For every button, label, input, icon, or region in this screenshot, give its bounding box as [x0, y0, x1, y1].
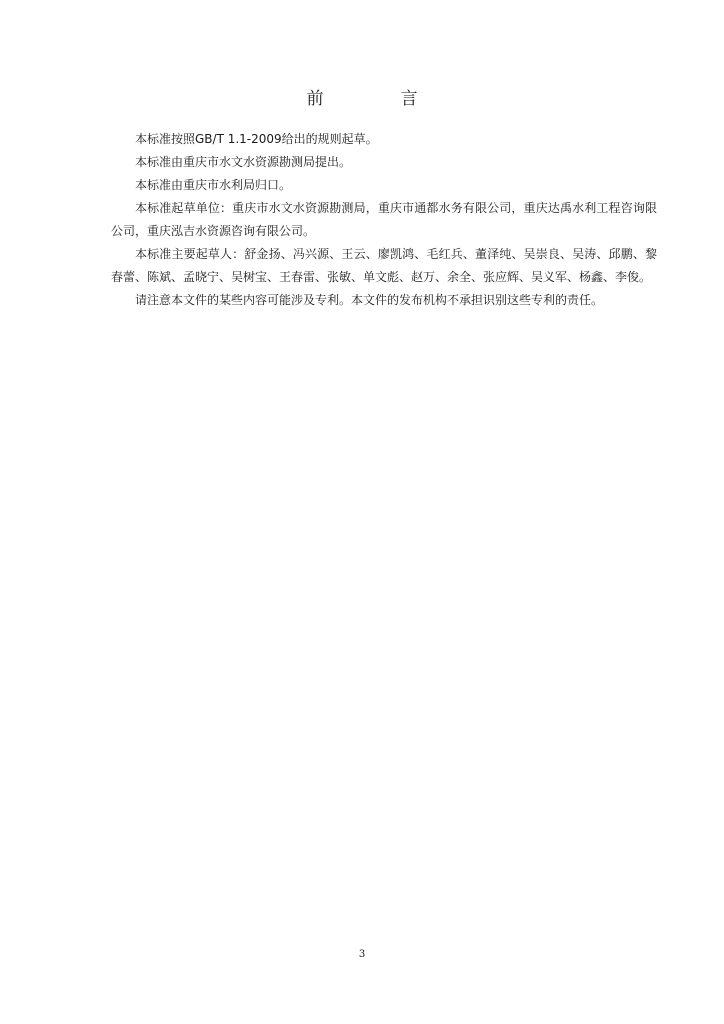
- paragraph-drafting-units: 本标准起草单位：重庆市水文水资源勘测局，重庆市通都水务有限公司，重庆达禹水利工程咨询限公司，重庆泓吉水资源咨询有限公司。: [111, 201, 657, 238]
- paragraph-patent-notice: 请注意本文件的某些内容可能涉及专利。本文件的发布机构不承担识别这些专利的责任。: [135, 293, 604, 307]
- foreword-body: [111, 128, 657, 312]
- paragraph-drafters: 本标准主要起草人：舒金扬、冯兴源、王云、廖凯鸿、毛红兵、董泽纯、吴崇良、吴涛、邱鹏、黎春蕾、陈斌、孟晓宁、吴树宝、王春雷、张敏、单文彪、赵万、余全、张应辉、吴义军、杨鑫、李俊。: [111, 247, 657, 284]
- paragraph-centralized-unit: 本标准由重庆市水利局归口。: [135, 178, 292, 192]
- page-title: 前 言: [306, 89, 448, 109]
- paragraph-drafting-rules: 本标准按照GB/T 1.1-2009给出的规则起草。: [135, 132, 378, 146]
- paragraph-proposer: 本标准由重庆市水文水资源勘测局提出。: [135, 155, 352, 169]
- page-number: 3: [358, 949, 366, 960]
